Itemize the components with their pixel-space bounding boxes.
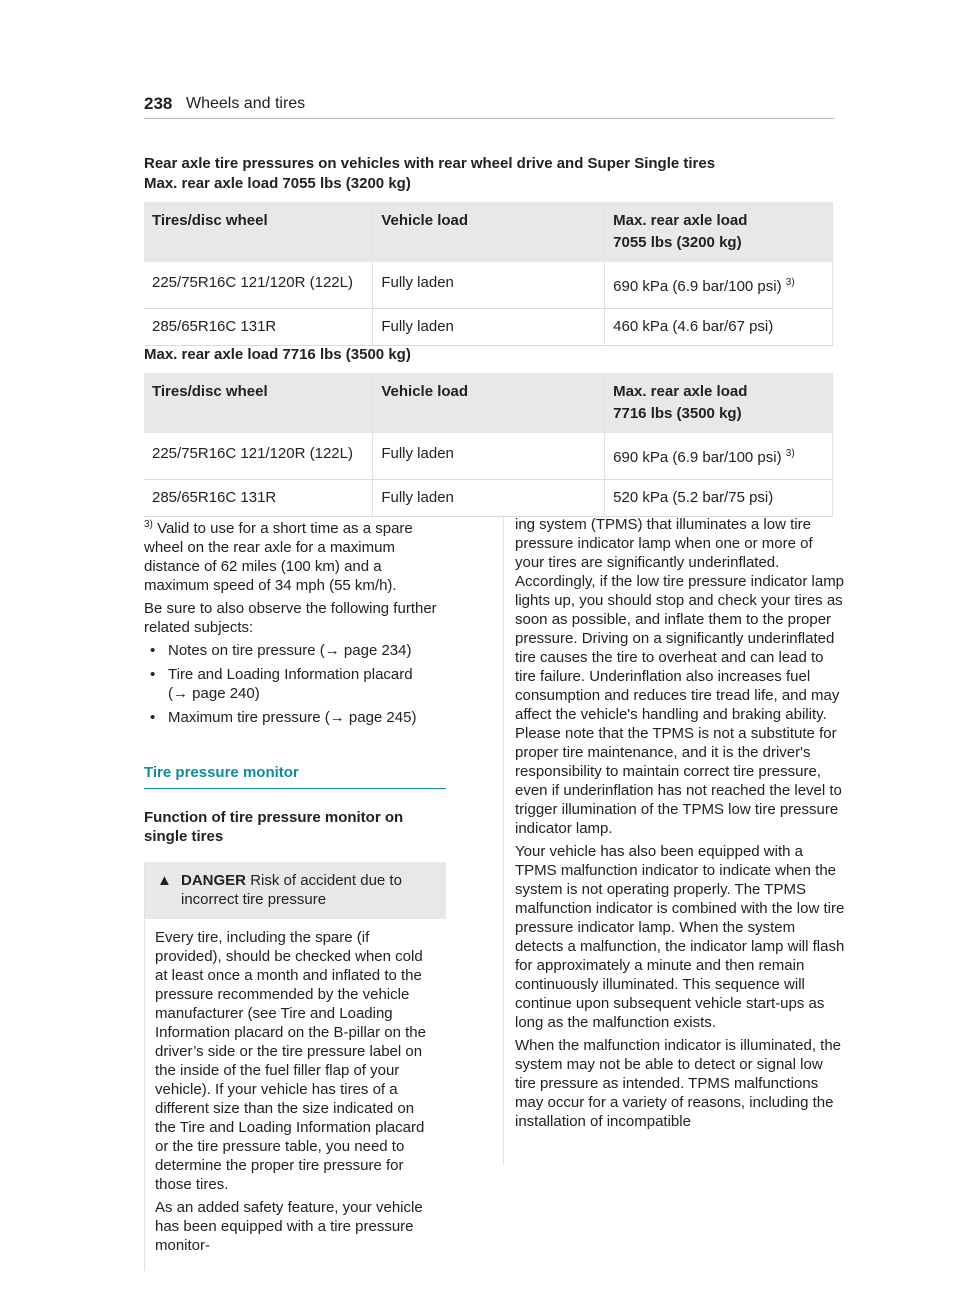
cell-load: Fully laden xyxy=(373,262,605,309)
ref-text: Maximum tire pressure xyxy=(168,709,321,726)
table1-title xyxy=(144,154,715,194)
list-item xyxy=(144,665,446,703)
paragraph: ing system (TPMS) that illuminates a low tire pressure indicator lamp when one or more of your tires are significantly underinflated. Accordingly, if the low tire pressure indicator lamp lights up, you should stop and check your tires as soon as possible, and inflate them to the proper pressure. Driving on a significantly underinflated tire causes the tire to overheat and can lead to tire failure. Underinflation also increases fuel consumption and reduces tire tread life, and may affect the vehicle's handling and braking ability. Please note that the TPMS is not a substitute for proper tire maintenance, and it is the driver's responsibility to maintain correct tire pressure, even if underinflation has not reached the level to trigger illumination of the TPMS low tire pressure indicator lamp. xyxy=(515,516,845,837)
cell-load: Fully laden xyxy=(373,309,605,346)
table-row xyxy=(144,262,833,309)
cell-pressure: 460 kPa (4.6 bar/67 psi) xyxy=(605,309,833,346)
cell-load: Fully laden xyxy=(373,480,605,517)
cell-load: Fully laden xyxy=(373,433,605,480)
col-header-axle-load xyxy=(605,202,833,262)
left-column xyxy=(144,515,446,1271)
col-header-load: Vehicle load xyxy=(373,202,605,262)
chapter-title: Wheels and tires xyxy=(186,95,306,112)
bullet-icon: • xyxy=(150,709,156,726)
page-header xyxy=(144,94,834,119)
page-number: 238 xyxy=(144,94,173,113)
sub-heading: Function of tire pressure monitor on single tires xyxy=(144,809,404,845)
table1-title-line2: Max. rear axle load 7055 lbs (3200 kg) xyxy=(144,175,411,192)
list-item xyxy=(144,708,446,727)
page-link[interactable]: (→ page 245) xyxy=(324,709,417,726)
footnote-ref[interactable]: 3) xyxy=(785,448,795,459)
footnote-text: Valid to use for a short time as a spare wheel on the rear axle for a maximum distance of 62 miles (100 km) and a maximum speed of 34 mph (55 km/h). xyxy=(144,520,413,594)
list-item xyxy=(144,641,446,660)
col-header-axle-load xyxy=(605,373,833,433)
pressure-value: 690 kPa (6.9 bar/100 psi) xyxy=(613,278,782,295)
danger-paragraph: Every tire, including the spare (if provided), should be checked when cold at least once a month and inflated to the pressure recommended by the vehicle manufacturer (see Tire and Loading Information placard on the B-pillar on the driver’s side or the tire pressure label on the inside of the fuel filler flap of your vehicle). If your vehicle has tires of a different size than the size indicated on the Tire and Loading Information placard or the tire pressure table, you need to determine the proper tire pressure for those tires. xyxy=(155,929,426,1193)
axle-load-label: Max. rear axle load xyxy=(613,383,748,400)
cell-pressure xyxy=(605,262,833,309)
table-row xyxy=(144,480,833,517)
bullet-icon: • xyxy=(150,642,156,659)
table1-title-line1: Rear axle tire pressures on vehicles with rear wheel drive and Super Single tires xyxy=(144,155,716,172)
danger-label: DANGER xyxy=(181,872,247,889)
danger-title: Risk of accident due to incorrect tire pressure xyxy=(181,872,402,908)
observe-text: Be sure to also observe the following further related subjects: xyxy=(144,600,437,636)
cell-pressure xyxy=(605,433,833,480)
cell-tire: 225/75R16C 121/120R (122L) xyxy=(144,262,373,309)
cell-tire: 225/75R16C 121/120R (122L) xyxy=(144,433,373,480)
axle-load-label: Max. rear axle load xyxy=(613,212,748,229)
col-header-load: Vehicle load xyxy=(373,373,605,433)
axle-load-value: 7055 lbs (3200 kg) xyxy=(613,234,742,251)
table-header-row xyxy=(144,373,833,433)
table-header-row xyxy=(144,202,833,262)
table-pressures-3500kg xyxy=(144,373,833,517)
table-row xyxy=(144,309,833,346)
danger-body xyxy=(145,919,446,1271)
pressure-value: 690 kPa (6.9 bar/100 psi) xyxy=(613,449,782,466)
ref-text: Tire and Loading Information placard xyxy=(168,666,413,683)
paragraph: When the malfunction indicator is illuminated, the system may not be able to detect or signal low tire pressure as intended. TPMS malfunctions may occur for a variety of reasons, including the installation of incompatible xyxy=(515,1037,842,1130)
right-column xyxy=(503,515,845,1165)
col-header-tire: Tires/disc wheel xyxy=(144,373,373,433)
table-pressures-3200kg xyxy=(144,202,833,346)
paragraph: Your vehicle has also been equipped with a TPMS malfunction indicator to indicate when the system is not operating properly. The TPMS malfunction indicator is combined with the low tire pressure indicator lamp. When the system detects a malfunction, the indicator lamp will flash for approximately a minute and then remain continuously illuminated. This sequence will continue upon subsequent vehicle start-ups as long as the malfunction exists. xyxy=(515,843,845,1031)
axle-load-value: 7716 lbs (3500 kg) xyxy=(613,405,742,422)
table2-title: Max. rear axle load 7716 lbs (3500 kg) xyxy=(144,346,411,363)
danger-paragraph: As an added safety feature, your vehicle has been equipped with a tire pressure monitor- xyxy=(155,1199,423,1254)
cell-pressure: 520 kPa (5.2 bar/75 psi) xyxy=(605,480,833,517)
footnote-ref[interactable]: 3) xyxy=(785,277,795,288)
danger-box xyxy=(144,862,446,1271)
related-topics-list xyxy=(144,641,446,727)
section-heading: Tire pressure monitor xyxy=(144,763,446,789)
page-link[interactable]: (→ page 234) xyxy=(319,642,412,659)
col-header-tire: Tires/disc wheel xyxy=(144,202,373,262)
cell-tire: 285/65R16C 131R xyxy=(144,309,373,346)
page-link[interactable]: (→ page 240) xyxy=(168,685,260,702)
ref-text: Notes on tire pressure xyxy=(168,642,316,659)
danger-header xyxy=(145,862,446,919)
cell-tire: 285/65R16C 131R xyxy=(144,480,373,517)
warning-triangle-icon: ▲ xyxy=(157,872,172,889)
footnote xyxy=(144,515,446,595)
bullet-icon: • xyxy=(150,666,156,683)
footnote-marker: 3) xyxy=(144,519,153,530)
table-row xyxy=(144,433,833,480)
